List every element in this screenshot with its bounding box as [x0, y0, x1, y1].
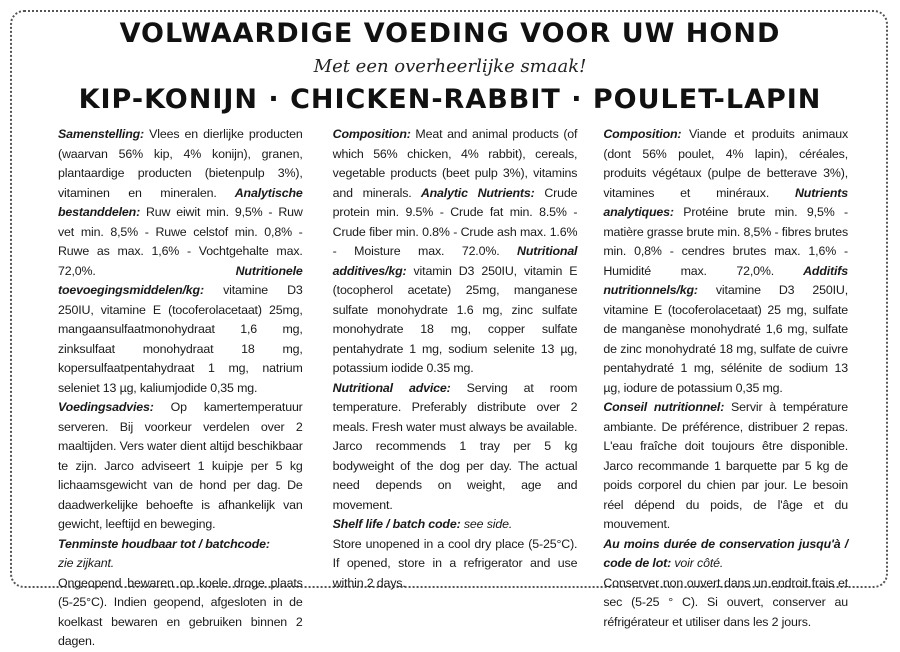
shelf-heading: Au moins durée de conservation jusqu'à / code de lot: [603, 536, 849, 570]
composition-paragraph [333, 125, 578, 379]
advice-heading: Conseil nutritionnel: [603, 400, 725, 414]
shelf-note: see side. [460, 517, 513, 531]
analytic-text: Crude protein min. 9.5% - Crude fat min. 8.5% - Crude fiber min. 0.8% - Crude ash max. 1.6% - Moisture max. 72.0%. [332, 185, 578, 258]
analytic-text: Ruw eiwit min. 9,5% - Ruw vet min. 8,5% - Ruwe celstof min. 0,8% - Ruwe as max. 1,6% - Vochtgehalte max. 72,0%. [58, 205, 303, 278]
advice-paragraph [333, 379, 578, 516]
advice-paragraph [603, 398, 848, 535]
additives-text: vitamine D3 250IU, vitamine E (tocoferolacetaat) 25 mg, sulfate de manganèse monohydraté 1,6 mg, sulfate de zinc monohydraté 18 mg, sulfate de cuivre pentahydraté 1 mg, sélénite de sodium 13 µg, iodure de potassium 0,35 mg. [603, 283, 849, 395]
composition-paragraph [603, 125, 848, 398]
additives-heading: Additifs nutritionnels/kg: [603, 263, 849, 297]
composition-heading: Composition: [332, 127, 411, 141]
composition-heading: Samenstelling: [58, 127, 145, 141]
advice-text: Servir à température ambiante. De préférence, distribuer 2 repas. L'eau fraîche doit toujours être disponible. Jarco recommande 1 barquette par 5 kg de poids corporel du chien par jour. Le besoin réel dépend du poids, de l'âge et du mouvement. [603, 400, 849, 531]
composition-text: Vlees en dierlijke producten (waarvan 56% kip, 4% konijn), granen, plantaardige producten (bietenpulp 3%), vitaminen en mineralen. [58, 127, 303, 200]
analytic-heading: Nutrients analytiques: [603, 185, 849, 219]
column-english [319, 125, 578, 590]
additives-text: vitamin D3 250IU, vitamin E (tocopherol acetate) 25mg, manganese sulfate monohydrate 1.6 mg, zinc sulfate monohydrate 18 mg, copper sulfate pentahydrate 1 mg, sodium selenite 13 µg, potassium iodide 0.35 mg. [332, 263, 578, 375]
analytic-heading: Analytische bestanddelen: [58, 185, 303, 219]
shelf-heading: Tenminste houdbaar tot / batchcode: [58, 536, 270, 551]
tagline: Met een overheerlijke smaak! [313, 56, 587, 77]
additives-heading: Nutritional additives/kg: [332, 244, 578, 278]
column-dutch [58, 125, 303, 648]
advice-paragraph [58, 398, 303, 535]
shelf-paragraph [58, 535, 303, 555]
shelf-note-paragraph [58, 554, 303, 574]
advice-heading: Voedingsadvies: [58, 400, 154, 414]
shelf-note: zie zijkant. [58, 556, 115, 570]
shelf-heading: Shelf life / batch code: [332, 517, 461, 531]
text-columns [58, 125, 849, 648]
composition-text: Meat and animal products (of which 56% chicken, 4% rabbit), cereals, vegetable products (beet pulp 3%), vitamins and minerals. [332, 127, 578, 200]
storage-text: Store unopened in a cool dry place (5-25°C). If opened, store in a refrigerator and use within 2 days. [332, 536, 578, 590]
shelf-paragraph [603, 535, 848, 574]
page-title: VOLWAARDIGE VOEDING VOOR UW HOND [119, 18, 781, 49]
analytic-text: Protéine brute min. 9,5% - matière grasse brute min. 8,5% - fibres brutes min. 0,8% - cendres brutes max. 1,6% - Humidité max. 72,0%. [603, 205, 849, 278]
storage-text: Ongeopend bewaren op koele droge plaats (5-25°C). Indien geopend, afgesloten in de koelkast bewaren en gebruiken binnen 2 dagen. [58, 575, 303, 648]
shelf-paragraph [333, 515, 578, 535]
analytic-heading: Analytic Nutrients: [411, 185, 535, 200]
advice-text: Op kamertemperatuur serveren. Bij voorkeur verdelen over 2 maaltijden. Vers water dient altijd beschikbaar te zijn. Jarco adviseert 1 kuipje per 5 kg lichaamsgewicht van de hond per dag. De daadwerkelijke behoefte is afhankelijk van gewicht, leeftijd en beweging. [58, 400, 303, 531]
advice-text: Serving at room temperature. Preferably distribute over 2 meals. Fresh water must always be available. Jarco recommends 1 tray per 5 kg bodyweight of the dog per day. The actual need depends on weight, age and movement. [332, 380, 578, 512]
storage-text: Conserver non ouvert dans un endroit frais et sec (5-25 ° C). Si ouvert, conserver au réfrigérateur et utiliser dans les 2 jours. [603, 575, 849, 629]
composition-heading: Composition: [603, 127, 682, 141]
shelf-note: voir côté. [671, 556, 724, 570]
column-french [593, 125, 849, 629]
composition-text: Viande et produits animaux (dont 56% poulet, 4% lapin), céréales, produits végétaux (pulpe de betterave 3%), vitamines et minéraux. [603, 127, 849, 200]
additives-text: vitamine D3 250IU, vitamine E (tocoferolacetaat) 25mg, mangaansulfaatmonohydraat 1,6 mg, zinksulfaat monohydraat 18 mg, kopersulfaatpentahydraat 1 mg, natrium seleniet 13 µg, kaliumjodide 0,35 mg. [58, 283, 303, 395]
additives-heading: Nutritionele toevoegingsmiddelen/kg: [58, 263, 303, 297]
advice-heading: Nutritional advice: [332, 380, 451, 395]
composition-paragraph [58, 125, 303, 398]
product-name: KIP-KONIJN · CHICKEN-RABBIT · POULET-LAPIN [78, 84, 822, 115]
